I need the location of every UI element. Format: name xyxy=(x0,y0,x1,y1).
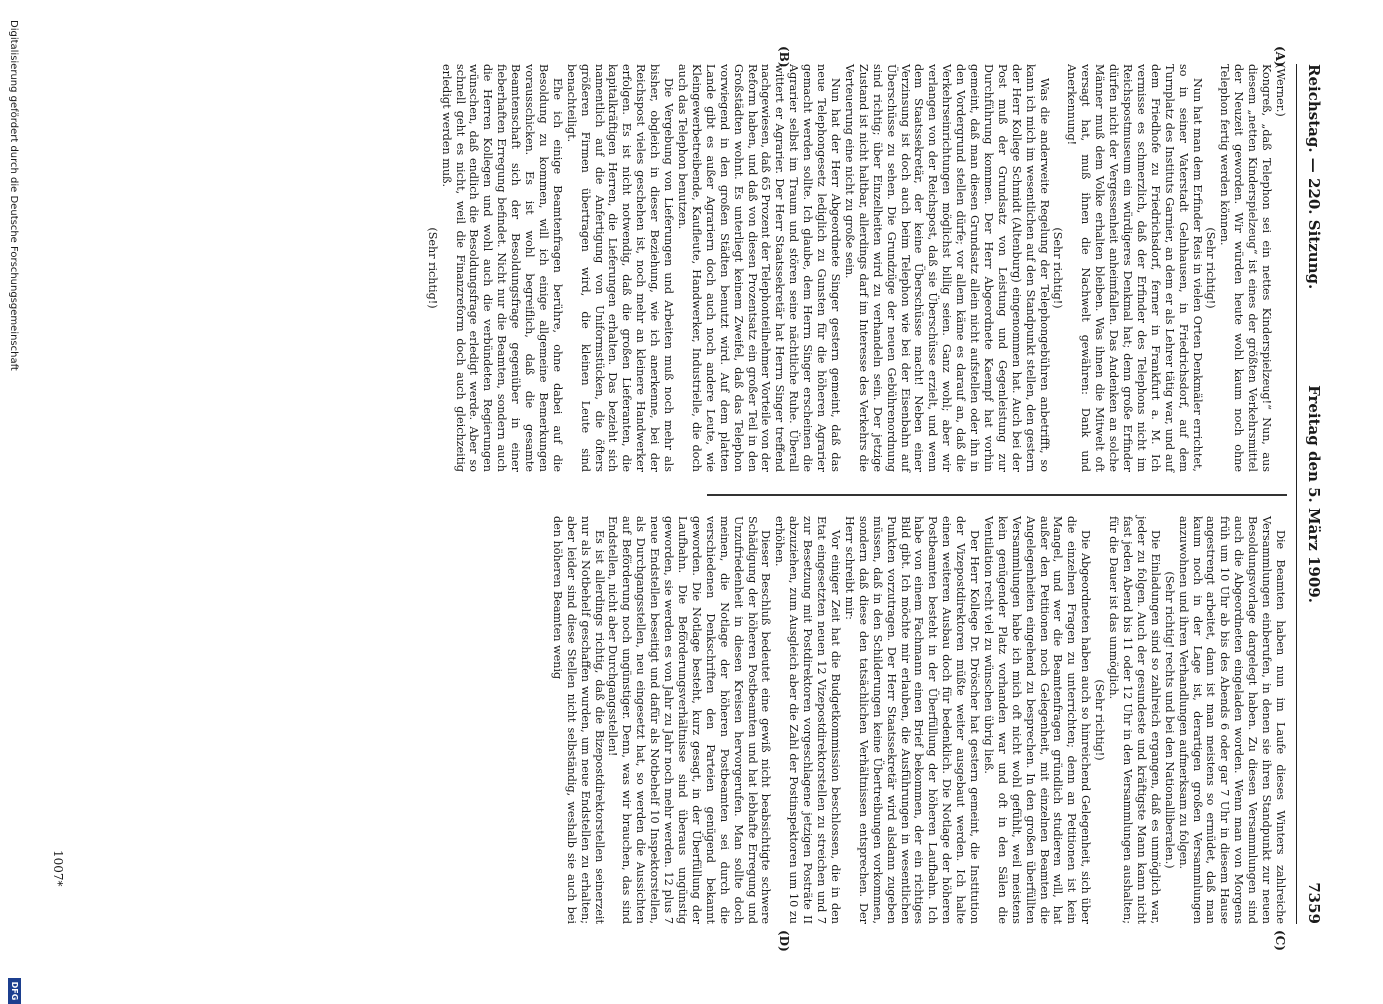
signature-number: 1007* xyxy=(51,850,65,887)
column-divider xyxy=(707,494,1287,496)
paragraph: Nun hat man dem Erfinder Reis in vielen Orten Denkmäler errichtet, so in seiner Vaterstadt Gelnhausen, in Friedrichsdorf, auf dem Turnplatz des Instituts Garnier, an dem er als Lehrer tätig war, und auf dem Friedhofe zu Friedrichsdorf, ferner in Frankfurt a. M. Ich vermisse es schmerzlich, daß der Erfinder des Telephons nicht im Reichspostmuseum ein würdigeres Denkmal hat; denn große Erfinder dürfen nicht der Vergessenheit anheimfallen. Das Andenken an solche Männer muß dem Volke erhalten bleiben. Was ihnen die Mitwelt oft versagt hat, muß ihnen die Nachwelt gewähren: Dank und Anerkennung! xyxy=(1065,64,1204,472)
paragraph: (Sehr richtig!) xyxy=(1051,227,1065,309)
margin-mark-a: (A) xyxy=(1273,46,1287,67)
margin-mark-d: (D) xyxy=(777,930,791,952)
page-header xyxy=(1296,64,1323,924)
paragraph: (Sehr richtig!) xyxy=(425,227,439,309)
paragraph: Der Herr Kollege Dr. Dröscher hat gestern gemeint, die Institution der Vizepostdirektoren müßte weiter ausgebaut werden. Ich halte einen weiteren Ausbau doch für bedenklich. Die Notlage der höheren Postbeamten besteht in der Überfüllung der höheren Laufbahn. Ich habe von einem Fachmann einen Brief bekommen, der ein richtiges Bild gibt. Ich möchte mir erlauben, die Ausführungen in wesentlichen Punkten vorzutragen. Der Herr Staatssekretär wird alsdann zugeben müssen, daß in den Schilderungen keine Übertreibungen vorkommen, sondern daß diese den tatsächlichen Verhältnissen entsprechen. Der Herr schreibt mir: xyxy=(842,516,982,924)
paragraph: (Sehr richtig!) xyxy=(1204,227,1218,309)
margin-mark-c: (C) xyxy=(1273,930,1287,951)
paragraph: Was die anderweite Regelung der Telephongebühren anbetrifft, so kann ich mich im wesentlichen auf den Standpunkt stellen, den gestern der Herr Kollege Schmidt (Altenburg) eingenommen hat. Auch bei der Post muß der Grundsatz von Leistung und Gegenleistung zur Durchführung kommen. Der Herr Abgeordnete Kaempf hat vorhin gemeint, daß man diesen Grundsatz allein nicht aufstellen oder ihn in den Vordergrund stellen dürfe; vor allem käme es darauf an, daß die Verkehrseinrichtungen möglichst billig seien. Ganz wohl; aber wir verlangen von der Reichspost, daß sie Überschüsse erzielt, und wenn dem Staatssekretär, der keine Überschüsse macht! Neben einer Verzinsung ist doch auch beim Telephon wie bei der Eisenbahn auf Überschüsse zu sehen. Die Grundzüge der neuen Gebührenordnung sind richtig; über Einzelheiten wird zu verhandeln sein. Der jetzige Zustand ist nicht haltbar, allerdings darf im Interesse des Verkehrs die Verteuerung eine nicht zu große sein. xyxy=(842,64,1051,472)
dfg-logo: DFG xyxy=(8,978,21,1004)
header-page-number: 7359 xyxy=(1305,882,1323,924)
paragraph: Die Vergebung von Lieferungen und Arbeiten muß noch mehr als bisher, obgleich in dieser Beziehung, wie ich anerkenne, bei der Reichspost vieles geschehen ist, noch mehr an kleinere Handwerker erfolgen. Es ist nicht notwendig, daß die großen Lieferanten, die kapitalkräftigen Herren, die Lieferungen erhalten. Das bezieht sich namentlich auf die Anfertigung von Uniformstücken, die öfters größeren Firmen übertragen wird, die kleinen Leute sind benachteiligt. xyxy=(564,64,676,472)
header-session: Reichstag. — 220. Sitzung. xyxy=(1305,64,1323,290)
paragraph: Vor einiger Zeit hat die Budgetkommission beschlossen, die in den Etat eingesetzten neuen 12 Vizepostdirektorstellen zu streichen und 7 zur Besetzung mit Postdirektoren vorgeschlagene jetzigen Posträte II abzuziehen, zum Ausgleich aber die Zahl der Postinspektoren um 10 zu erhöhen. xyxy=(773,516,842,924)
paragraph: (Sehr richtig!) xyxy=(1093,679,1107,761)
header-date: Freitag den 5. März 1909. xyxy=(1305,385,1323,603)
digitization-credit xyxy=(5,20,21,1001)
paragraph: (Werner.) xyxy=(1274,64,1287,117)
paragraph: Es ist allerdings richtig, daß die Bizepostdirektorstellen seinerzeit nur als Notbehelf geschaffen wurden, um neue Endstellen zu erhalten; aber leider sind diese Stellen nicht selbständig, weshalb sie auch bei den höheren Beamten wenig xyxy=(550,516,606,924)
paragraph: Die Abgeordneten haben auch so hinreichend Gelegenheit, sich über die einzelnen Fragen zu unterrichten; denn an Petitionen ist kein Mangel, und wer die Beamtenfragen gründlich studieren will, hat außer den Petitionen noch Gelegenheit, mit einzelnen Beamten die Angelegenheiten eingehend zu besprechen. In den großen überfüllten Versammlungen habe ich mich oft nicht wohl gefühlt, weil meistens kein genügender Platz vorhanden war und oft in den Sälen die Ventilation recht viel zu wünschen übrig ließ. xyxy=(981,516,1093,924)
credit-text: Digitalisierung gefördert durch die Deutsche Forschungsgemeinschaft xyxy=(8,20,19,371)
left-text-column xyxy=(425,64,1287,472)
paragraph: Ehe ich einige Beamtenfragen berühre, ohne dabei auf die Besoldung zu kommen, will ich einige allgemeine Bemerkungen vorausschicken. Es ist wohl begreiflich, daß die gesamte Beamtenschaft sich der Besoldungsfrage gegenüber in einer fieberhaften Erregung befindet. Nicht nur die Beamten, sondern auch die Herren Kollegen und wohl auch die verbündeten Regierungen wünschen, daß endlich die Besoldungsfrage erledigt werde. Aber so schnell geht es nicht, weil die Finanzreform doch auch gleichzeitig erledigt werden muß. xyxy=(439,64,564,472)
paragraph: Dieser Beschluß bedeutet eine gewiß nicht beabsichtigte schwere Schädigung der höheren Postbeamten und hat lebhafte Erregung und Unzufriedenheit in diesen Kreisen hervorgerufen. Man sollte doch meinen, die Notlage der höheren Postbeamten sei durch die verschiedenen Denkschriften den Parteien genügend bekannt geworden. Die Notlage besteht, kurz gesagt, in der Überfüllung der Laufbahn. Die Beförderungsverhältnisse sind überaus ungünstig geworden, sie werden es von Jahr zu Jahr noch mehr werden. 12 plus 7 neue Endstellen beseitigt und dafür als Notbehelf 10 Inspektorstellen, als Durchgangsstellen, neu eingesetzt hat, so werden die Aussichten auf Beförderung noch ungünstiger. Denn, was wir brauchen, das sind Endstellen, nicht aber Durchgangsstellen! xyxy=(606,516,773,924)
paragraph: Die Einladungen sind so zahlreich ergangen, daß es unmöglich war, jeder zu folgen. Auch der gesundeste und kräftigste Mann kann nicht fast jeden Abend bis 11 oder 12 Uhr in den Versammlungen aushalten; für die Dauer ist das unmöglich. xyxy=(1107,516,1162,924)
paragraph: (Sehr richtig! rechts und bei den Nationalliberalen.) xyxy=(1162,571,1176,869)
paragraph: Kongreß, „daß Telephon sei ein nettes Kinderspielzeug!“ Nun, aus diesem „netten Kinderspielzeug“ ist eines der größten Verkehrsmittel der Neuzeit geworden. Wir würden heute wohl kaum noch ohne Telephon fertig werden können. xyxy=(1218,64,1274,472)
paragraph: Nun hat der Herr Abgeordnete Singer gestern gemeint, daß das neue Telephongesetz lediglich zu Gunsten für die höheren Agrarier gemacht werden sollte. Ich glaube, dem Herrn Singer erscheinen die Agrarier selbst im Traum und stören seine nächtliche Ruhe. Überall wittert er Agrarier. Der Herr Staatssekretär hat Herrn Singer treffend nachgewiesen, daß 65 Prozent der Telephonteilnehmer Vorteile von der Reform haben, und daß von diesen Prozentsatz ein großer Teil in den Großstädten wohnt. Es unterliegt keinem Zweifel, daß das Telephon vorwiegend in den großen Städten benutzt wird. Auf dem platten Lande gibt es außer Agrariern doch auch noch andere Leute, wie Kleingewerbetreibende, Kaufleute, Handwerker, Industrielle, die doch auch das Telephon benutzen. xyxy=(676,64,842,472)
right-text-column xyxy=(550,516,1287,924)
paragraph: Die Beamten haben nun im Laufe dieses Winters zahlreiche Versammlungen einberufen, in denen sie ihren Standpunkt zur neuen Besoldungsvorlage dargelegt haben. Zu diesen Versammlungen sind auch die Abgeordneten eingeladen worden. Wenn man von Morgens früh um 10 Uhr ab bis des Abends 6 oder gar 7 Uhr in diesem Hause angestrengt arbeitet, dann ist man meistens so ermüdet, daß man kaum noch in der Lage ist, derartigen großen Versammlungen anzuwohnen und ihren Verhandlungen aufmerksam zu folgen. xyxy=(1176,516,1287,924)
margin-mark-b: (B) xyxy=(777,46,791,68)
